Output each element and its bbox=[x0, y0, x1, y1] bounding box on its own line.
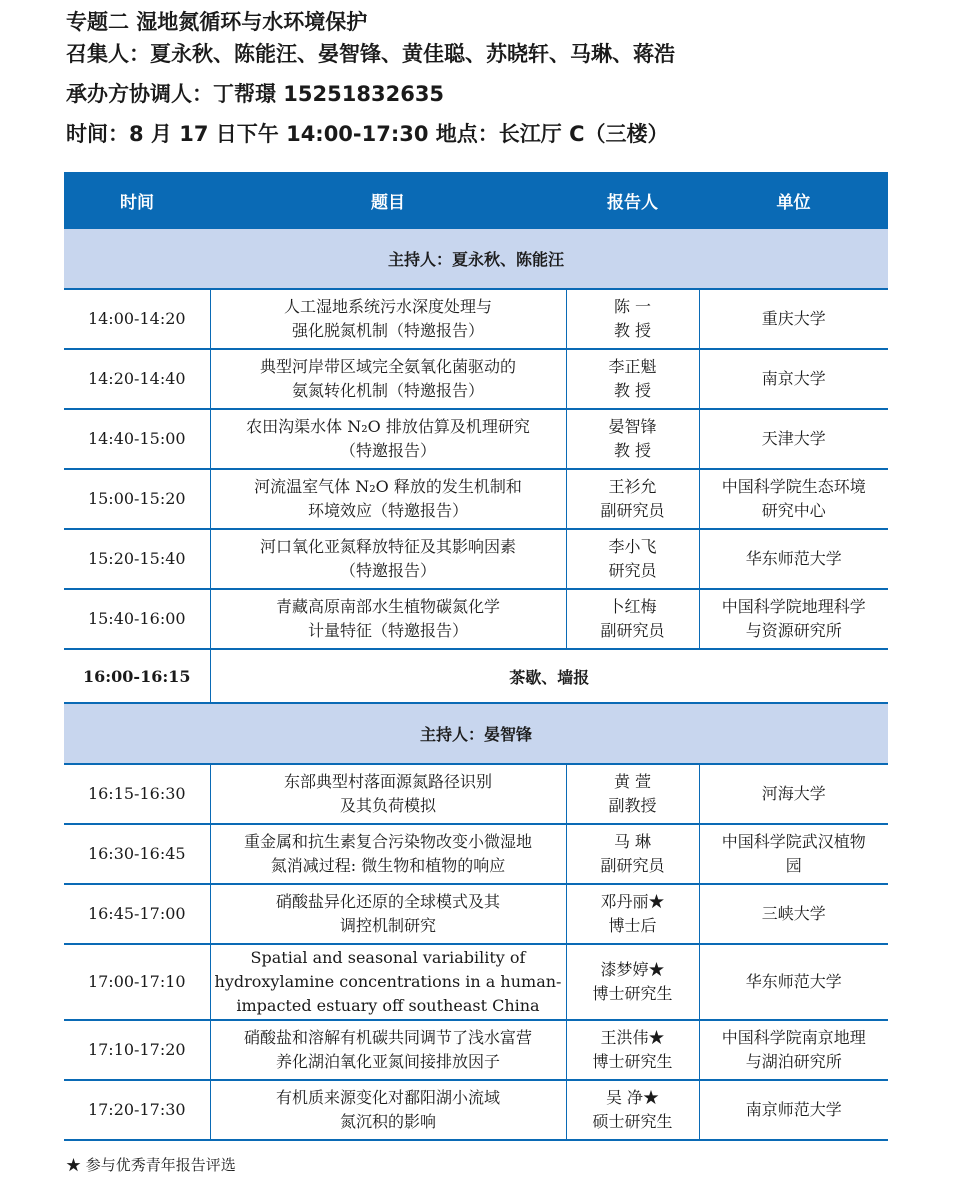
speaker bbox=[566, 764, 699, 824]
speaker-name: 李小飞 bbox=[608, 537, 657, 556]
speaker bbox=[566, 409, 699, 469]
org-line: 研究中心 bbox=[761, 501, 826, 520]
talk-title bbox=[210, 349, 566, 409]
break-time: 16:00-16:15 bbox=[64, 649, 210, 703]
speaker bbox=[566, 1020, 699, 1080]
speaker bbox=[566, 589, 699, 649]
talk-title-line: 人工湿地系统污水深度处理与 bbox=[283, 297, 492, 316]
speaker-role: 博士研究生 bbox=[592, 984, 673, 1003]
organization bbox=[699, 944, 888, 1020]
speaker bbox=[566, 469, 699, 529]
organization bbox=[699, 529, 888, 589]
table-row bbox=[64, 589, 888, 649]
speaker bbox=[566, 944, 699, 1020]
talk-title-line: 重金属和抗生素复合污染物改变小微湿地 bbox=[243, 832, 532, 851]
coordinator: 承办方协调人：丁帮璟 15251832635 bbox=[66, 82, 445, 106]
organization bbox=[699, 1080, 888, 1140]
talk-title bbox=[210, 469, 566, 529]
speaker-name: 邓丹丽★ bbox=[600, 892, 665, 911]
talk-time: 17:10-17:20 bbox=[64, 1020, 210, 1080]
speaker bbox=[566, 884, 699, 944]
talk-title-line: 计量特征（特邀报告） bbox=[307, 621, 468, 640]
talk-title-line: 河流温室气体 N₂O 释放的发生机制和 bbox=[254, 477, 522, 496]
table-row bbox=[64, 529, 888, 589]
session1-chair-row bbox=[64, 229, 888, 289]
speaker bbox=[566, 349, 699, 409]
session2-chair-row bbox=[64, 703, 888, 764]
talk-title bbox=[210, 944, 566, 1020]
speaker-role: 博士后 bbox=[608, 916, 657, 935]
col-header-org: 单位 bbox=[699, 172, 888, 229]
org-line: 中国科学院生态环境 bbox=[721, 477, 866, 496]
table-row bbox=[64, 409, 888, 469]
col-header-title: 题目 bbox=[210, 172, 566, 229]
talk-title-line: 强化脱氮机制（特邀报告） bbox=[291, 321, 484, 340]
organization bbox=[699, 1020, 888, 1080]
speaker-name: 晏智锋 bbox=[608, 417, 657, 436]
talk-title-line: hydroxylamine concentrations in a human- bbox=[214, 972, 562, 991]
talk-title-line: 青藏高原南部水生植物碳氮化学 bbox=[275, 597, 500, 616]
break-row bbox=[64, 649, 888, 703]
speaker-role: 副研究员 bbox=[600, 501, 665, 520]
speaker-role: 教 授 bbox=[613, 381, 652, 400]
talk-title-line: 硝酸盐异化还原的全球模式及其 bbox=[275, 892, 500, 911]
speaker-role: 副研究员 bbox=[600, 856, 665, 875]
talk-title bbox=[210, 289, 566, 349]
talk-title bbox=[210, 824, 566, 884]
table-row bbox=[64, 349, 888, 409]
speaker bbox=[566, 1080, 699, 1140]
talk-time: 15:00-15:20 bbox=[64, 469, 210, 529]
speaker-name: 吴 净★ bbox=[605, 1088, 660, 1107]
speaker-name: 卜红梅 bbox=[608, 597, 657, 616]
org-line: 中国科学院南京地理 bbox=[721, 1028, 866, 1047]
talk-title bbox=[210, 764, 566, 824]
talk-time: 16:15-16:30 bbox=[64, 764, 210, 824]
talk-title-line: 硝酸盐和溶解有机碳共同调节了浅水富营 bbox=[243, 1028, 532, 1047]
org-line: 华东师范大学 bbox=[745, 972, 842, 991]
table-row bbox=[64, 1020, 888, 1080]
session2-chair: 主持人：晏智锋 bbox=[64, 703, 888, 764]
talk-title bbox=[210, 529, 566, 589]
speaker-name: 王衫允 bbox=[608, 477, 657, 496]
talk-title-line: （特邀报告） bbox=[339, 561, 436, 580]
organization bbox=[699, 409, 888, 469]
organization bbox=[699, 764, 888, 824]
talk-title bbox=[210, 1080, 566, 1140]
org-line: 华东师范大学 bbox=[745, 549, 842, 568]
talk-title-line: 养化湖泊氧化亚氮间接排放因子 bbox=[275, 1052, 500, 1071]
speaker bbox=[566, 529, 699, 589]
org-line: 南京大学 bbox=[761, 369, 826, 388]
speaker-role: 教 授 bbox=[613, 441, 652, 460]
org-line: 与湖泊研究所 bbox=[745, 1052, 842, 1071]
topic-title: 专题二 湿地氮循环与水环境保护 bbox=[66, 10, 368, 34]
speaker-role: 博士研究生 bbox=[592, 1052, 673, 1071]
talk-time: 16:45-17:00 bbox=[64, 884, 210, 944]
organization bbox=[699, 589, 888, 649]
schedule-table bbox=[64, 172, 888, 1141]
talk-title-line: 有机质来源变化对鄱阳湖小流域 bbox=[275, 1088, 500, 1107]
speaker-role: 副研究员 bbox=[600, 621, 665, 640]
table-row bbox=[64, 764, 888, 824]
org-line: 天津大学 bbox=[761, 429, 826, 448]
talk-title bbox=[210, 1020, 566, 1080]
schedule-table-wrap bbox=[64, 172, 888, 1141]
col-header-time: 时间 bbox=[64, 172, 210, 229]
table-header-row bbox=[64, 172, 888, 229]
talk-title-line: 氨氮转化机制（特邀报告） bbox=[291, 381, 484, 400]
table-row bbox=[64, 1080, 888, 1140]
organization bbox=[699, 824, 888, 884]
header bbox=[66, 6, 946, 158]
talk-time: 16:30-16:45 bbox=[64, 824, 210, 884]
talk-title-line: 及其负荷模拟 bbox=[339, 796, 436, 815]
org-line: 河海大学 bbox=[761, 784, 826, 803]
speaker-name: 王洪伟★ bbox=[600, 1028, 665, 1047]
talk-time: 17:00-17:10 bbox=[64, 944, 210, 1020]
organization bbox=[699, 884, 888, 944]
talk-title-line: impacted estuary off southeast China bbox=[236, 996, 540, 1015]
talk-time: 17:20-17:30 bbox=[64, 1080, 210, 1140]
talk-title-line: 河口氧化亚氮释放特征及其影响因素 bbox=[259, 537, 516, 556]
speaker-name: 漆梦婷★ bbox=[600, 960, 665, 979]
org-line: 三峡大学 bbox=[761, 904, 826, 923]
org-line: 与资源研究所 bbox=[745, 621, 842, 640]
col-header-speaker: 报告人 bbox=[566, 172, 699, 229]
table-row bbox=[64, 289, 888, 349]
talk-title-line: 氮沉积的影响 bbox=[339, 1112, 436, 1131]
session1-chair: 主持人：夏永秋、陈能汪 bbox=[64, 229, 888, 289]
talk-title-line: （特邀报告） bbox=[339, 441, 436, 460]
org-line: 园 bbox=[785, 856, 802, 875]
organization bbox=[699, 349, 888, 409]
talk-title-line: 调控机制研究 bbox=[339, 916, 436, 935]
org-line: 中国科学院地理科学 bbox=[721, 597, 866, 616]
footnote: ★ 参与优秀青年报告评选 bbox=[66, 1156, 236, 1174]
table-row bbox=[64, 944, 888, 1020]
speaker-role: 副教授 bbox=[608, 796, 657, 815]
talk-time: 15:40-16:00 bbox=[64, 589, 210, 649]
time-place: 时间：8 月 17 日下午 14:00-17:30 地点：长江厅 C（三楼） bbox=[66, 122, 669, 146]
org-line: 南京师范大学 bbox=[745, 1100, 842, 1119]
talk-title-line: 环境效应（特邀报告） bbox=[307, 501, 468, 520]
organization bbox=[699, 289, 888, 349]
organization bbox=[699, 469, 888, 529]
speaker bbox=[566, 824, 699, 884]
talk-time: 15:20-15:40 bbox=[64, 529, 210, 589]
speaker bbox=[566, 289, 699, 349]
talk-title bbox=[210, 884, 566, 944]
speaker-name: 马 琳 bbox=[613, 832, 652, 851]
speaker-role: 教 授 bbox=[613, 321, 652, 340]
conveners: 召集人：夏永秋、陈能汪、晏智锋、黄佳聪、苏晓轩、马琳、蒋浩 bbox=[66, 42, 675, 66]
talk-time: 14:40-15:00 bbox=[64, 409, 210, 469]
table-row bbox=[64, 824, 888, 884]
speaker-role: 硕士研究生 bbox=[592, 1112, 673, 1131]
talk-title bbox=[210, 409, 566, 469]
speaker-role: 研究员 bbox=[608, 561, 657, 580]
org-line: 重庆大学 bbox=[761, 309, 826, 328]
speaker-name: 李正魁 bbox=[608, 357, 657, 376]
talk-title-line: 农田沟渠水体 N₂O 排放估算及机理研究 bbox=[246, 417, 530, 436]
table-row bbox=[64, 469, 888, 529]
break-label: 茶歇、墙报 bbox=[210, 649, 888, 703]
talk-title-line: 典型河岸带区域完全氨氧化菌驱动的 bbox=[259, 357, 516, 376]
speaker-name: 黄 萱 bbox=[613, 772, 652, 791]
speaker-name: 陈 一 bbox=[613, 297, 652, 316]
talk-title-line: 氮消减过程: 微生物和植物的响应 bbox=[270, 856, 506, 875]
talk-title bbox=[210, 589, 566, 649]
talk-title-line: 东部典型村落面源氮路径识别 bbox=[283, 772, 492, 791]
org-line: 中国科学院武汉植物 bbox=[721, 832, 866, 851]
talk-time: 14:20-14:40 bbox=[64, 349, 210, 409]
talk-title-line: Spatial and seasonal variability of bbox=[250, 948, 526, 967]
table-row bbox=[64, 884, 888, 944]
talk-time: 14:00-14:20 bbox=[64, 289, 210, 349]
